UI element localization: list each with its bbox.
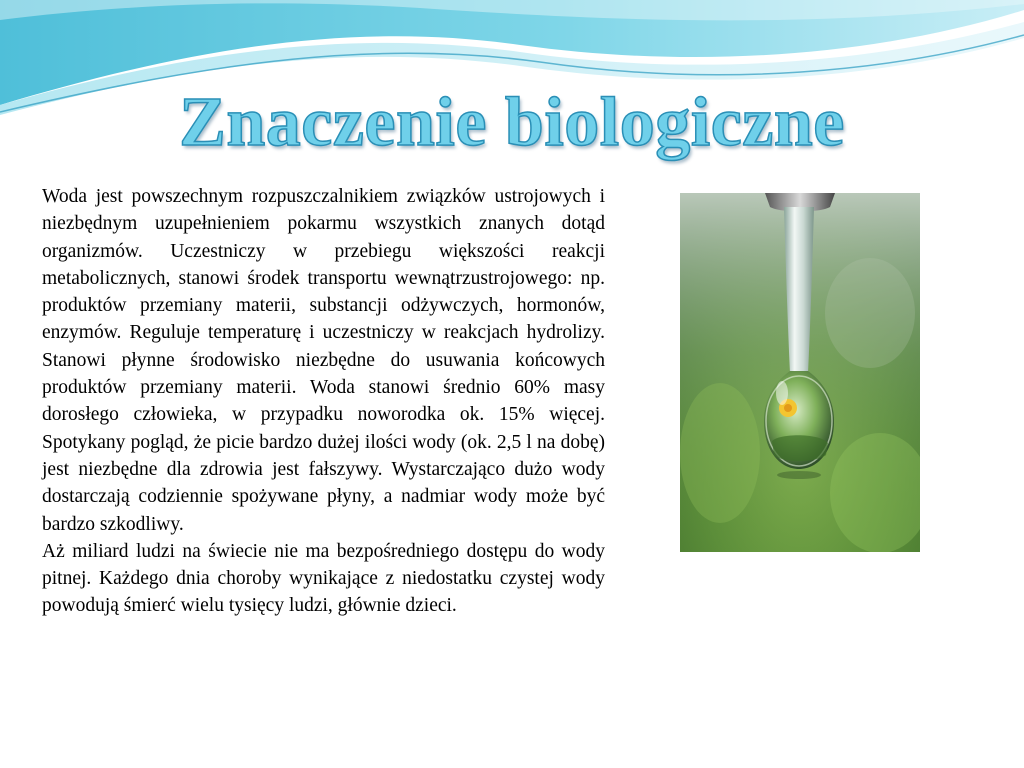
body-text [42,183,605,620]
paragraph-2: Aż miliard ludzi na świecie nie ma bezpośredniego dostępu do wody pitnej. Każdego dnia choroby wynikające z niedostatku czystej wody powodują śmierć wielu tysięcy ludzi, głównie dzieci. [42,540,605,617]
water-drop-photo [680,193,920,552]
paragraph-1: Woda jest powszechnym rozpuszczalnikiem związków ustrojowych i niezbędnym uzupełnieniem pokarmu wszystkich znanych dotąd organizmów. Uczestniczy w przebiegu większości reakcji metabolicznych, stanowi środek transportu wewnątrzustrojowego: np. produktów przemiany materii, substancji odżywczych, hormonów, enzymów. Reguluje temperaturę i uczestniczy w reakcjach hydrolizy. Stanowi płynne środowisko niezbędne do usuwania końcowych produktów przemiany materii. Woda stanowi średnio 60% masy dorosłego człowieka, w przypadku noworodka ok. 15% więcej. Spotykany pogląd, że picie bardzo dużej ilości wody (ok. 2,5 l na dobę) jest niezbędne dla zdrowia jest fałszywy. Wystarczająco dużo wody dostarczają codziennie spożywane płyny, a nadmiar wody może być bardzo szkodliwy. [42,186,605,535]
slide-title: Znaczenie biologiczne [179,84,845,161]
